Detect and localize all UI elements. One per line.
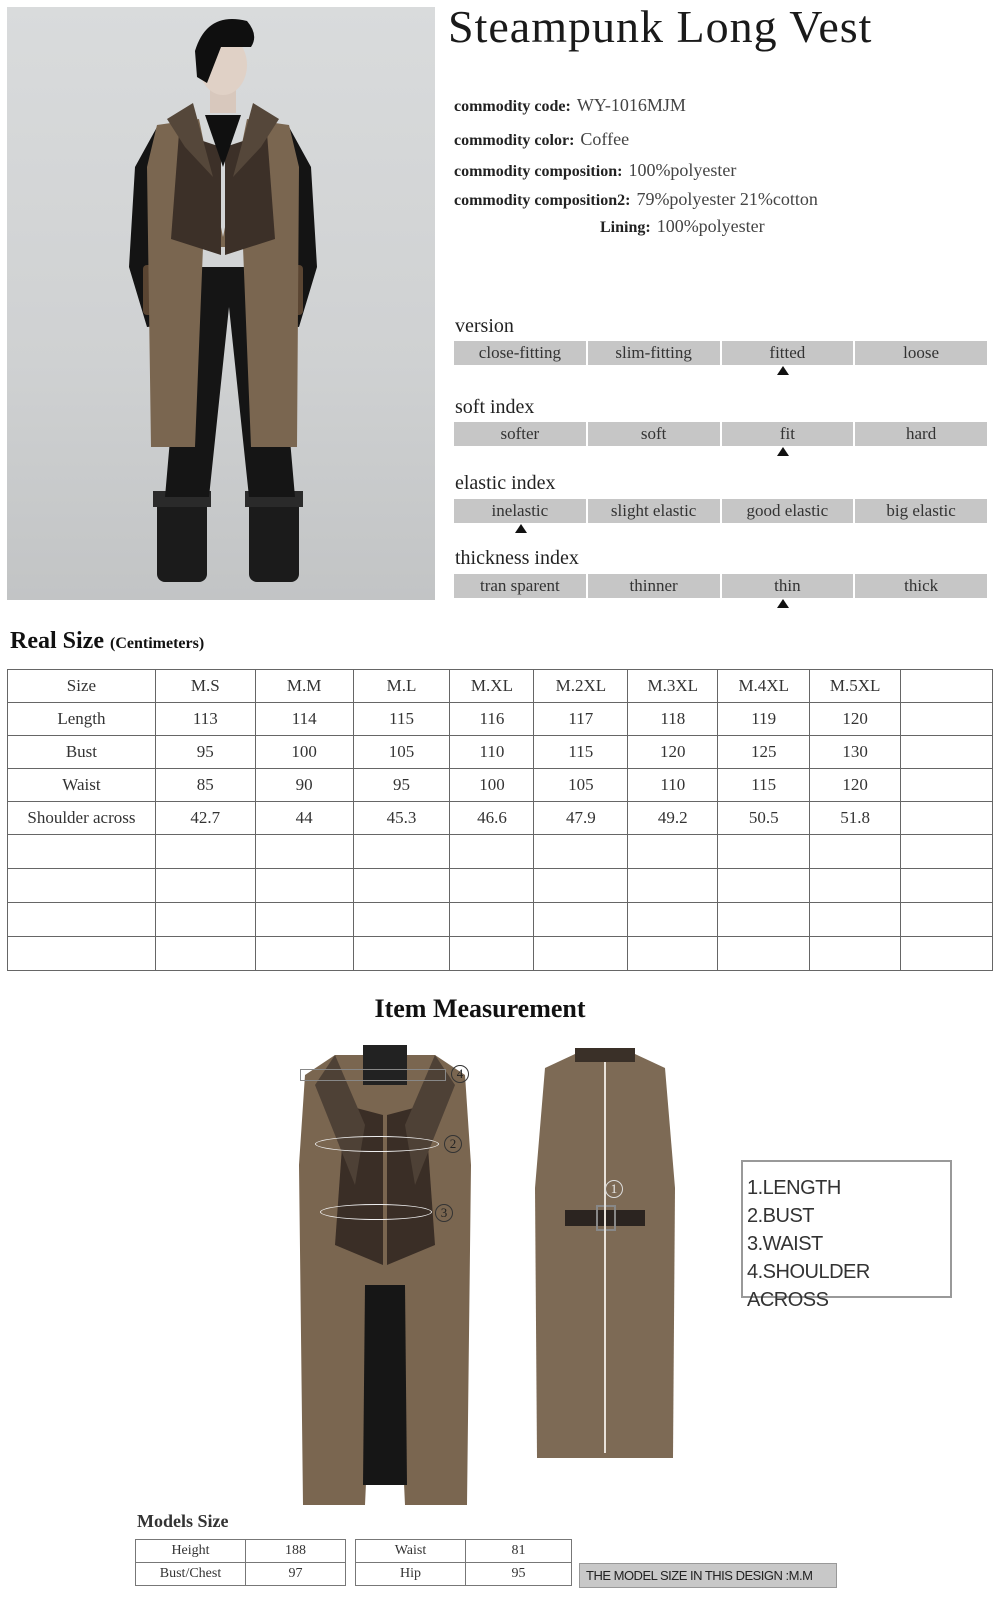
model-figure [7, 7, 435, 600]
thickness-index-option: thinner [588, 574, 720, 598]
size-table [7, 669, 993, 971]
item-measurement-title: Item Measurement [374, 994, 586, 1023]
spec-lining [600, 216, 765, 237]
table-cell: 115 [353, 703, 450, 736]
table-header-cell: Size [8, 670, 156, 703]
table-header-cell: M.M [255, 670, 353, 703]
table-cell: 125 [718, 736, 810, 769]
table-cell [901, 769, 993, 802]
table-cell: 115 [534, 736, 628, 769]
table-cell: Bust [8, 736, 156, 769]
table-header-cell [901, 670, 993, 703]
table-cell: 50.5 [718, 802, 810, 835]
soft-index-selected-marker [777, 447, 789, 456]
model-size-note: THE MODEL SIZE IN THIS DESIGN :M.M [579, 1563, 837, 1588]
table-cell: 105 [534, 769, 628, 802]
marker-2: 2 [444, 1135, 462, 1153]
spec-value: WY-1016MJM [576, 95, 686, 115]
elastic-index-option: good elastic [722, 499, 854, 523]
spec-label: Lining: [600, 219, 651, 236]
table-cell: 118 [628, 703, 718, 736]
size-table-header [8, 670, 993, 703]
table-cell: Length [8, 703, 156, 736]
table-cell: 119 [718, 703, 810, 736]
table-cell: 49.2 [628, 802, 718, 835]
vest-front-image [295, 1045, 475, 1515]
real-size-unit: (Centimeters) [109, 635, 205, 652]
table-header-cell: M.2XL [534, 670, 628, 703]
table-cell: 117 [534, 703, 628, 736]
table-cell: Height [136, 1540, 246, 1563]
elastic-index-title: elastic index [455, 472, 556, 494]
table-cell: 114 [255, 703, 353, 736]
soft-index-option: softer [454, 422, 586, 446]
table-cell: 113 [155, 703, 255, 736]
table-row [136, 1563, 346, 1586]
empty-row [8, 937, 993, 971]
empty-row [8, 869, 993, 903]
version-option: close-fitting [454, 341, 586, 365]
version-title: version [455, 315, 514, 337]
spec-value: 79%polyester 21%cotton [636, 189, 818, 209]
soft-index-option: fit [722, 422, 854, 446]
spec-value: Coffee [580, 129, 630, 149]
table-cell: Waist [8, 769, 156, 802]
thickness-index-title: thickness index [455, 547, 579, 569]
models-table-right [355, 1539, 572, 1586]
table-cell: 100 [255, 736, 353, 769]
table-cell: 47.9 [534, 802, 628, 835]
table-cell: 110 [628, 769, 718, 802]
spec-composition [454, 160, 736, 181]
table-header-cell: M.5XL [810, 670, 901, 703]
bust-guide [315, 1136, 439, 1152]
soft-index-title: soft index [455, 396, 535, 418]
table-cell: 120 [810, 703, 901, 736]
table-cell: 46.6 [450, 802, 534, 835]
table-row [136, 1540, 346, 1563]
table-cell: 97 [246, 1563, 346, 1586]
table-cell: 130 [810, 736, 901, 769]
spec-label: commodity composition2: [454, 192, 631, 209]
version-selected-marker [777, 366, 789, 375]
elastic-index-selected-marker [515, 524, 527, 533]
elastic-index-scale [454, 499, 987, 523]
table-row [8, 736, 993, 769]
table-cell: Hip [356, 1563, 466, 1586]
spec-value: 100%polyester [656, 216, 765, 236]
table-cell: 95 [353, 769, 450, 802]
thickness-index-option: thick [855, 574, 987, 598]
empty-row [8, 835, 993, 869]
real-size-heading: Real Size [10, 628, 104, 654]
marker-4: 4 [451, 1065, 469, 1083]
spec-label: commodity code: [454, 98, 571, 115]
thickness-index-scale [454, 574, 987, 598]
table-cell [901, 802, 993, 835]
table-header-cell: M.4XL [718, 670, 810, 703]
table-cell: 95 [155, 736, 255, 769]
spec-value: 100%polyester [628, 160, 737, 180]
table-cell: 90 [255, 769, 353, 802]
version-option: fitted [722, 341, 854, 365]
models-size-title: Models Size [137, 1511, 229, 1531]
table-cell [901, 703, 993, 736]
table-header-cell: M.S [155, 670, 255, 703]
measurement-legend [741, 1160, 952, 1311]
models-table-left [135, 1539, 346, 1586]
table-cell: 120 [628, 736, 718, 769]
table-header-cell: M.L [353, 670, 450, 703]
table-row [8, 802, 993, 835]
table-cell: 51.8 [810, 802, 901, 835]
table-cell: 42.7 [155, 802, 255, 835]
product-photo [7, 7, 435, 600]
thickness-index-option: tran sparent [454, 574, 586, 598]
table-cell: Waist [356, 1540, 466, 1563]
table-row [8, 703, 993, 736]
table-header-cell: M.3XL [628, 670, 718, 703]
waist-guide [320, 1204, 432, 1220]
table-row [8, 769, 993, 802]
table-cell: 120 [810, 769, 901, 802]
spec-code [454, 95, 686, 116]
marker-1: 1 [605, 1180, 623, 1198]
version-option: loose [855, 341, 987, 365]
legend-item: 2.BUST [747, 1205, 815, 1227]
empty-row [8, 903, 993, 937]
table-header-cell: M.XL [450, 670, 534, 703]
thickness-index-option: thin [722, 574, 854, 598]
table-cell: 45.3 [353, 802, 450, 835]
legend-item: 4.SHOULDER ACROSS [747, 1261, 870, 1311]
version-option: slim-fitting [588, 341, 720, 365]
table-cell: 188 [246, 1540, 346, 1563]
elastic-index-option: big elastic [855, 499, 987, 523]
shoulder-guide [300, 1069, 446, 1081]
legend-item: 1.LENGTH [747, 1177, 841, 1199]
elastic-index-option: slight elastic [588, 499, 720, 523]
table-row [356, 1540, 572, 1563]
table-cell: 95 [466, 1563, 572, 1586]
version-scale [454, 341, 987, 365]
table-cell: 44 [255, 802, 353, 835]
spec-color [454, 129, 629, 150]
soft-index-option: soft [588, 422, 720, 446]
elastic-index-option: inelastic [454, 499, 586, 523]
table-cell: Shoulder across [8, 802, 156, 835]
table-cell: 110 [450, 736, 534, 769]
soft-index-scale [454, 422, 987, 446]
table-cell: 105 [353, 736, 450, 769]
table-cell: 116 [450, 703, 534, 736]
real-size-title [10, 628, 204, 655]
spec-label: commodity color: [454, 132, 575, 149]
soft-index-option: hard [855, 422, 987, 446]
table-cell [901, 736, 993, 769]
thickness-index-selected-marker [777, 599, 789, 608]
spec-composition2 [454, 189, 818, 210]
table-cell: 115 [718, 769, 810, 802]
table-cell: 85 [155, 769, 255, 802]
table-cell: 81 [466, 1540, 572, 1563]
marker-3: 3 [435, 1204, 453, 1222]
spec-label: commodity composition: [454, 163, 623, 180]
table-row [356, 1563, 572, 1586]
vest-back-image [525, 1048, 685, 1458]
table-cell: 100 [450, 769, 534, 802]
legend-item: 3.WAIST [747, 1233, 823, 1255]
product-title: Steampunk Long Vest [448, 1, 873, 52]
table-cell: Bust/Chest [136, 1563, 246, 1586]
